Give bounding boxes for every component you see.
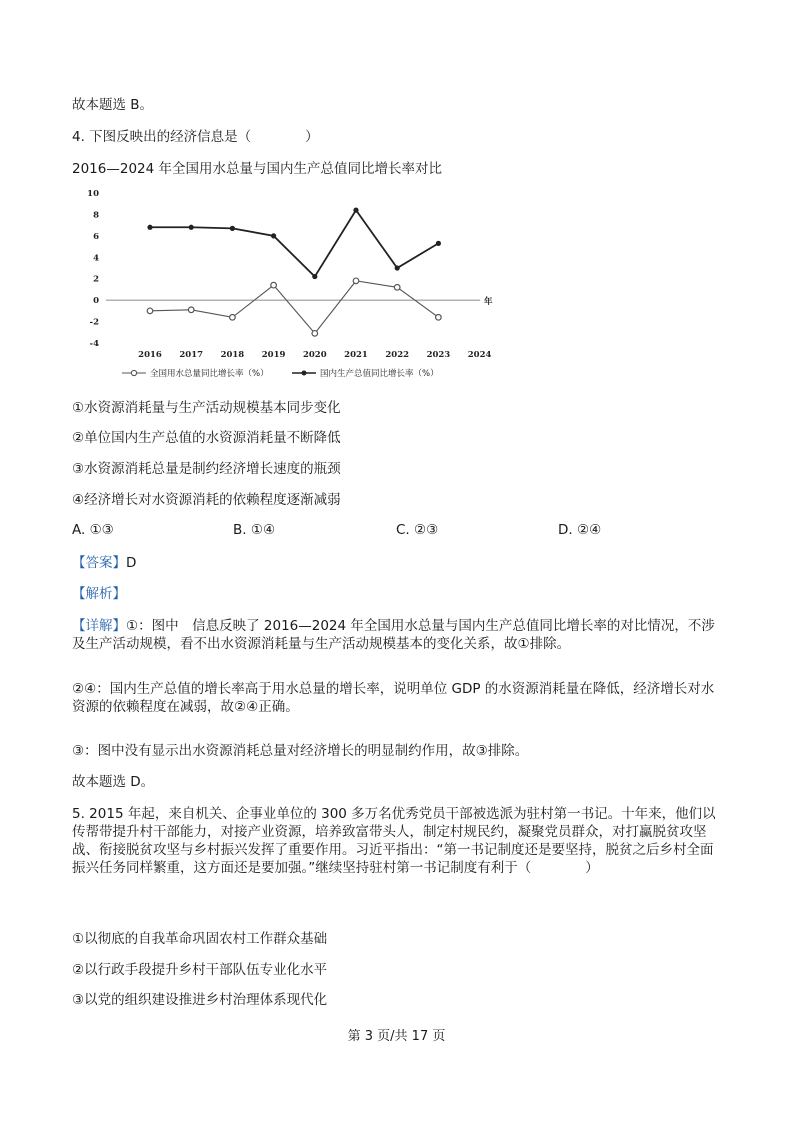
x-tick-label: 2018 — [220, 350, 245, 360]
series-2-point — [395, 265, 400, 270]
y-tick-label: 8 — [93, 210, 99, 221]
legend-label-1: 全国用水总量同比增长率（%） — [150, 369, 269, 379]
series-2-point — [147, 225, 152, 230]
question-4-stem: 4. 下图反映出的经济信息是（ ） — [72, 129, 319, 145]
statement-3: ③水资源消耗总量是制约经济增长速度的瓶颈 — [72, 461, 341, 477]
answer-value: D — [126, 555, 137, 571]
option-a: A. ①③ — [72, 522, 114, 538]
y-tick-label: 4 — [93, 253, 99, 264]
series-1-point — [312, 331, 318, 337]
y-tick-label: -4 — [89, 339, 99, 349]
y-tick-label: 2 — [93, 274, 99, 285]
y-tick-label: -2 — [89, 317, 99, 328]
x-tick-label: 2020 — [302, 350, 327, 360]
legend-marker-1 — [131, 370, 136, 375]
x-tick-label: 2016 — [138, 350, 162, 360]
x-tick-label: 2019 — [261, 350, 286, 360]
chart-title: 2016—2024 年全国用水总量与国内生产总值同比增长率对比 — [72, 161, 443, 177]
series-2-point — [230, 226, 235, 231]
series-1-point — [394, 284, 400, 290]
x-tick-label: 2023 — [426, 350, 451, 360]
series-2-point — [436, 241, 441, 246]
series-2-point — [271, 233, 276, 238]
statement-1: ①水资源消耗量与生产活动规模基本同步变化 — [72, 400, 341, 416]
statement-2: ②单位国内生产总值的水资源消耗量不断降低 — [72, 430, 341, 446]
series-1-point — [353, 278, 359, 284]
series-1-point — [271, 282, 277, 288]
detail-1-block — [72, 617, 724, 653]
x-tick-label: 2024 — [467, 350, 492, 360]
detail-3: ③：图中没有显示出水资源消耗总量对经济增长的明显制约作用，故③排除。 — [72, 743, 529, 759]
x-axis-unit: 年 — [484, 297, 493, 308]
option-d: D. ②④ — [558, 522, 602, 538]
x-tick-label: 2021 — [344, 350, 368, 360]
x-tick-label: 2022 — [385, 350, 410, 360]
answer-tag: 【答案】 — [72, 555, 126, 571]
y-tick-label: 0 — [93, 296, 99, 307]
q5-statement-1: ①以彻底的自我革命巩固农村工作群众基础 — [72, 931, 328, 947]
detail-tag: 【详解】 — [72, 618, 126, 634]
page-footer: 第 3 页/共 17 页 — [347, 1029, 446, 1044]
series-1-point — [147, 308, 153, 314]
prev-conclusion: 故本题选 B。 — [72, 97, 154, 113]
legend-marker-2 — [302, 371, 307, 376]
detail-1: ①：图中 信息反映了 2016—2024 年全国用水总量与国内生产总值同比增长率的对比情况，不涉及生产活动规模，看不出水资源消耗量与生产活动规模基本的变化关系，故①排除。 — [72, 618, 715, 652]
series-2-point — [312, 274, 317, 279]
y-tick-label: 10 — [87, 189, 99, 199]
series-2-point — [189, 225, 194, 230]
series-2-point — [353, 208, 358, 213]
analysis-tag: 【解析】 — [72, 586, 126, 602]
legend-label-2: 国内生产总值同比增长率（%） — [320, 369, 439, 379]
option-c: C. ②③ — [396, 522, 439, 538]
x-tick-label: 2017 — [179, 350, 204, 360]
answer-options — [72, 522, 712, 540]
q5-statement-3: ③以党的组织建设推进乡村治理体系现代化 — [72, 992, 328, 1008]
series-1-point — [230, 314, 236, 320]
series-1-point — [188, 307, 194, 313]
q5-statement-2: ②以行政手段提升乡村干部队伍专业化水平 — [72, 962, 328, 978]
answer-line — [72, 554, 136, 572]
line-chart — [62, 186, 502, 386]
option-b: B. ①④ — [233, 522, 276, 538]
statement-4: ④经济增长对水资源消耗的依赖程度逐渐减弱 — [72, 492, 341, 508]
question-5-stem: 5. 2015 年起，来自机关、企事业单位的 300 多万名优秀党员干部被选派为驻村第一书记。十年来，他们以传帮带提升村干部能力，对接产业资源，培养致富带头人，制定村规民约，凝聚党员群众，对打赢脱贫攻坚战、衔接脱贫攻坚与乡村振兴发挥了重要作用。习近平指出：“第一书记制度还是要坚持，脱贫之后乡村全面振兴任务同样繁重，这方面还是要加强。”继续坚持驻村第一书记制度有利于（ ） — [72, 806, 716, 876]
detail-2: ②④：国内生产总值的增长率高于用水总量的增长率，说明单位 GDP 的水资源消耗量在降低，经济增长对水资源的依赖程度在减弱，故②④正确。 — [72, 681, 715, 715]
series-1-point — [436, 314, 442, 320]
q4-conclusion: 故本题选 D。 — [72, 774, 155, 790]
y-tick-label: 6 — [93, 231, 99, 242]
